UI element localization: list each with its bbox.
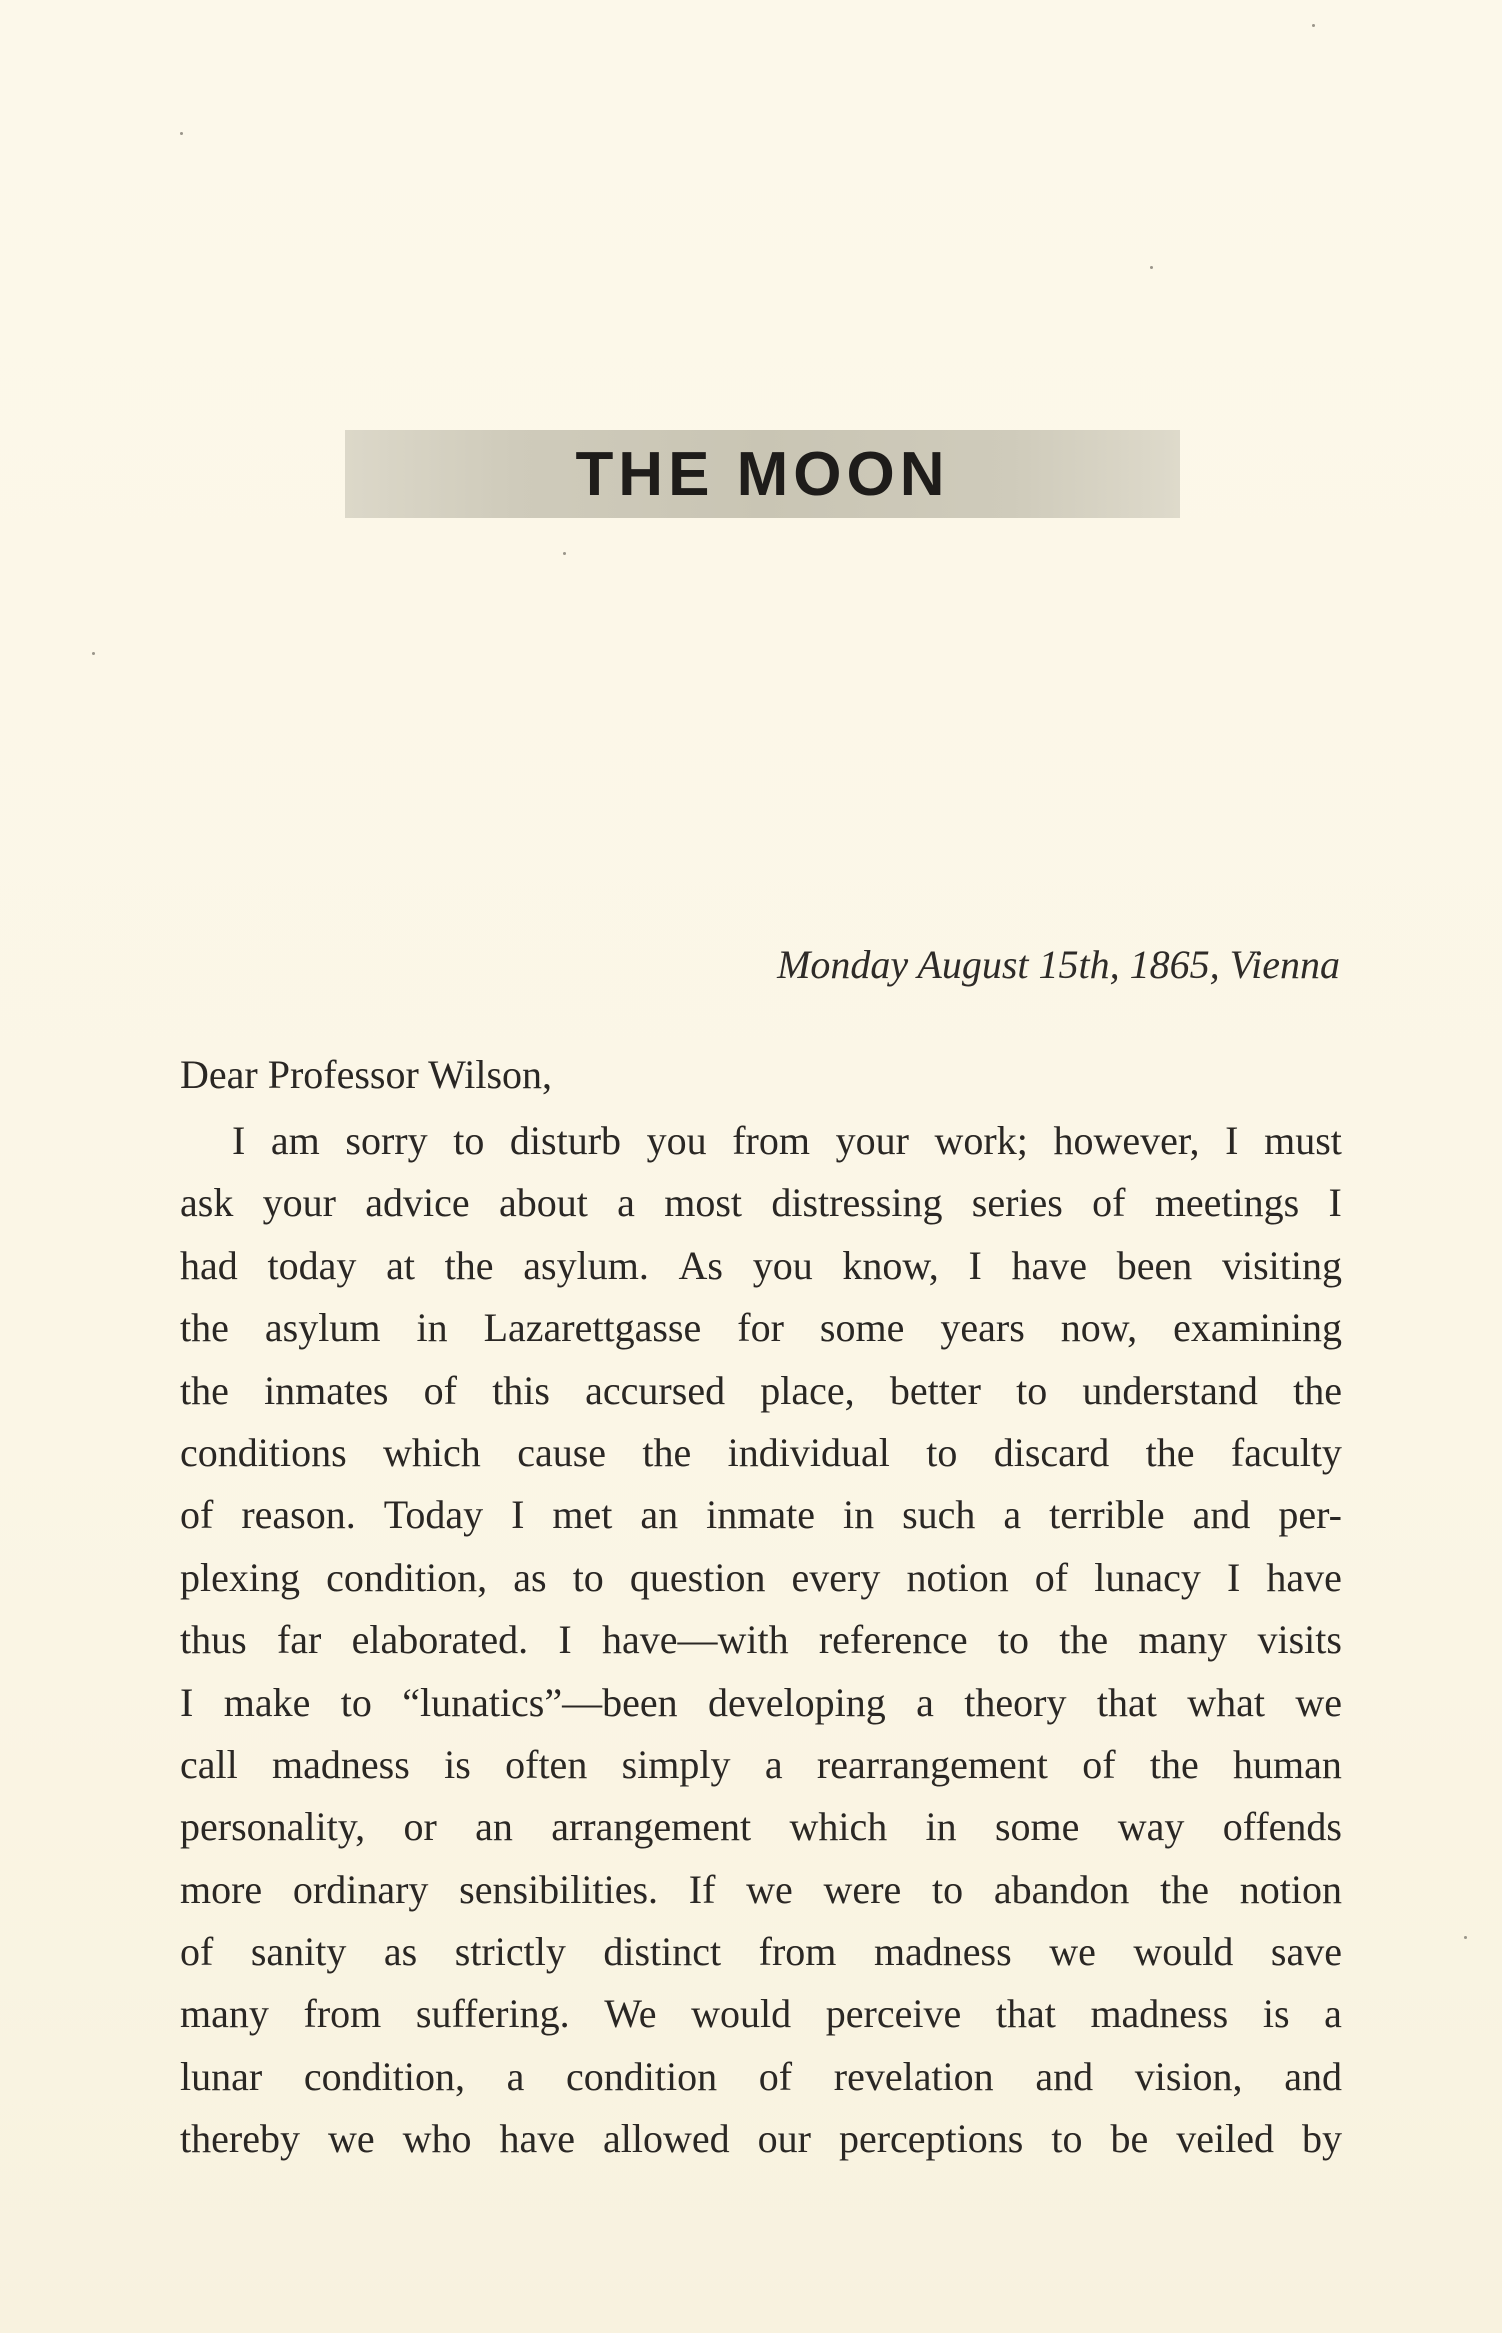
- body-line: conditions which cause the individual to discard the faculty: [180, 1429, 1342, 1475]
- body-line: thereby we who have allowed our perceptions to be veiled by: [180, 2116, 1342, 2162]
- body-line: more ordinary sensibilities. If we were to abandon the notion: [180, 1866, 1342, 1912]
- chapter-title: THE MOON: [575, 440, 950, 509]
- paper-speck: [180, 132, 183, 135]
- letter-body: [180, 1110, 1342, 2171]
- body-line: I am sorry to disturb you from your work; however, I must: [232, 1118, 1342, 1163]
- letter-salutation: Dear Professor Wilson,: [180, 1052, 553, 1097]
- body-line: of reason. Today I met an inmate in such a terrible and per-: [180, 1492, 1342, 1538]
- chapter-title-banner: [345, 430, 1180, 518]
- paper-speck: [563, 552, 566, 555]
- body-line: had today at the asylum. As you know, I have been visiting: [180, 1242, 1342, 1288]
- paper-speck: [92, 652, 95, 655]
- letter-dateline: Monday August 15th, 1865, Vienna: [777, 942, 1340, 987]
- body-line: plexing condition, as to question every notion of lunacy I have: [180, 1554, 1342, 1600]
- body-line: ask your advice about a most distressing series of meetings I: [180, 1180, 1342, 1226]
- body-line: the asylum in Lazarettgasse for some years now, examining: [180, 1305, 1342, 1351]
- body-line: call madness is often simply a rearrangement of the human: [180, 1741, 1342, 1787]
- body-line: the inmates of this accursed place, better to understand the: [180, 1367, 1342, 1413]
- paper-speck: [1312, 24, 1315, 27]
- body-line: thus far elaborated. I have—with reference to the many visits: [180, 1617, 1342, 1663]
- body-line: personality, or an arrangement which in some way offends: [180, 1804, 1342, 1850]
- body-line: lunar condition, a condition of revelation and vision, and: [180, 2053, 1342, 2099]
- body-line: of sanity as strictly distinct from madness we would save: [180, 1929, 1342, 1975]
- paper-speck: [1150, 266, 1153, 269]
- body-line: many from suffering. We would perceive that madness is a: [180, 1991, 1342, 2037]
- paper-speck: [1464, 1936, 1467, 1939]
- body-line: I make to “lunatics”—been developing a theory that what we: [180, 1679, 1342, 1725]
